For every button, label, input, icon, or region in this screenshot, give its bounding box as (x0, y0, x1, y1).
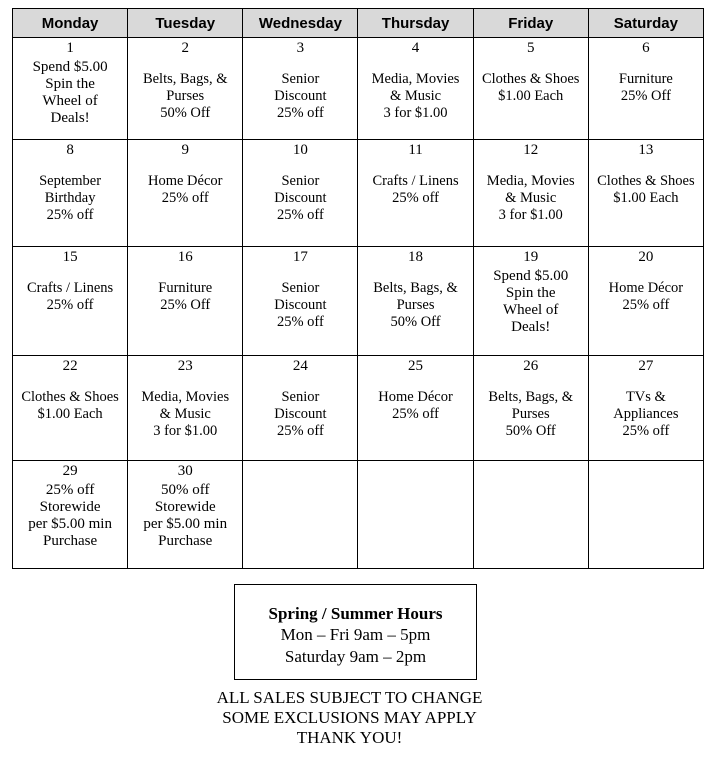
calendar-day-cell (358, 247, 473, 356)
day-number: 4 (411, 40, 420, 56)
day-sale-text: Belts, Bags, & Purses 50% Off (373, 280, 458, 330)
calendar-day-cell (473, 356, 588, 461)
day-sale-text: Furniture 25% Off (618, 71, 673, 104)
calendar-week-row (13, 38, 704, 140)
day-number: 11 (408, 142, 423, 158)
day-number: 26 (523, 358, 539, 374)
day-number (358, 461, 472, 463)
day-number: 30 (177, 463, 193, 479)
hours-title: Spring / Summer Hours (268, 604, 443, 623)
calendar-day-cell (128, 247, 243, 356)
day-number: 3 (296, 40, 305, 56)
day-sale-text: Home Décor 25% off (378, 389, 453, 422)
day-number (474, 461, 588, 463)
day-sale-text: Spend $5.00 Spin the Wheel of Deals! (493, 268, 569, 335)
header-saturday: Saturday (588, 9, 703, 38)
day-sale-text: Furniture 25% Off (158, 280, 213, 313)
day-number: 5 (526, 40, 535, 56)
calendar-day-cell (588, 140, 703, 247)
calendar-day-cell (13, 247, 128, 356)
day-sale-text: Home Décor 25% off (147, 173, 223, 206)
day-number: 16 (177, 249, 193, 265)
calendar-day-cell (473, 247, 588, 356)
calendar-day-cell (13, 140, 128, 247)
day-sale-text: Media, Movies & Music 3 for $1.00 (371, 71, 460, 121)
day-sale-text: Spend $5.00 Spin the Wheel of Deals! (32, 59, 108, 126)
calendar-week-row (13, 461, 704, 569)
day-number: 27 (638, 358, 654, 374)
day-number: 18 (408, 249, 424, 265)
calendar-day-cell (13, 356, 128, 461)
calendar-day-cell (128, 38, 243, 140)
day-sale-text: Senior Discount 25% off (274, 280, 327, 330)
day-sale-text: Belts, Bags, & Purses 50% Off (488, 389, 573, 439)
day-number: 15 (62, 249, 78, 265)
calendar-day-cell (128, 461, 243, 569)
calendar-header-row (13, 9, 704, 38)
day-sale-text: Senior Discount 25% off (274, 173, 327, 223)
day-sale-text: Senior Discount 25% off (274, 389, 327, 439)
day-sale-text: 25% off Storewide per $5.00 min Purchase (28, 482, 112, 549)
calendar-day-cell (358, 356, 473, 461)
calendar-day-cell (13, 461, 128, 569)
calendar-day-cell (588, 356, 703, 461)
day-sale-text: Belts, Bags, & Purses 50% Off (142, 71, 228, 121)
calendar-day-cell (243, 356, 358, 461)
calendar-week-row (13, 356, 704, 461)
day-sale-text: Crafts / Linens 25% off (26, 280, 114, 313)
calendar-day-cell (13, 38, 128, 140)
day-number: 25 (408, 358, 424, 374)
day-number: 6 (642, 40, 650, 56)
sales-calendar (12, 8, 704, 569)
day-sale-text: Clothes & Shoes $1.00 Each (21, 389, 119, 422)
calendar-day-cell (588, 461, 703, 569)
day-sale-text: Home Décor 25% off (608, 280, 684, 313)
day-number: 8 (66, 142, 74, 158)
calendar-day-cell (358, 140, 473, 247)
day-number: 1 (66, 40, 74, 56)
footer-notes (0, 688, 699, 748)
day-sale-text: 50% off Storewide per $5.00 min Purchase (143, 482, 228, 549)
day-number: 20 (638, 249, 654, 265)
header-monday: Monday (13, 9, 128, 38)
calendar-day-cell (358, 461, 473, 569)
calendar-week-row (13, 140, 704, 247)
day-number: 12 (523, 142, 539, 158)
day-sale-text: September Birthday 25% off (39, 173, 102, 223)
calendar-day-cell (128, 356, 243, 461)
calendar-day-cell (128, 140, 243, 247)
day-number: 13 (638, 142, 654, 158)
header-friday: Friday (473, 9, 588, 38)
store-hours-box (234, 584, 477, 680)
day-sale-text: Media, Movies & Music 3 for $1.00 (141, 389, 230, 439)
note-sales-change: ALL SALES SUBJECT TO CHANGE (216, 688, 483, 707)
day-number: 2 (181, 40, 189, 56)
calendar-day-cell (243, 38, 358, 140)
day-sale-text: Clothes & Shoes $1.00 Each (481, 71, 580, 104)
calendar-day-cell (243, 140, 358, 247)
calendar-day-cell (243, 461, 358, 569)
day-number: 23 (177, 358, 193, 374)
day-sale-text: Clothes & Shoes $1.00 Each (597, 173, 695, 206)
day-sale-text: Crafts / Linens 25% off (372, 173, 459, 206)
calendar-week-row (13, 247, 704, 356)
calendar-day-cell (473, 140, 588, 247)
header-thursday: Thursday (358, 9, 473, 38)
calendar-day-cell (473, 461, 588, 569)
day-number: 9 (181, 142, 189, 158)
hours-saturday: Saturday 9am – 2pm (284, 647, 427, 666)
day-number: 24 (292, 358, 308, 374)
day-number: 29 (62, 463, 78, 479)
day-number (589, 461, 703, 463)
header-wednesday: Wednesday (243, 9, 358, 38)
day-number: 22 (62, 358, 78, 374)
calendar-day-cell (358, 38, 473, 140)
calendar-day-cell (588, 38, 703, 140)
day-sale-text: Media, Movies & Music 3 for $1.00 (486, 173, 575, 223)
note-thank-you: THANK YOU! (296, 728, 403, 747)
day-number: 10 (292, 142, 308, 158)
day-number (243, 461, 357, 463)
hours-weekday: Mon – Fri 9am – 5pm (280, 625, 431, 644)
calendar-day-cell (588, 247, 703, 356)
calendar-day-cell (473, 38, 588, 140)
note-exclusions: SOME EXCLUSIONS MAY APPLY (222, 708, 477, 727)
day-sale-text: Senior Discount 25% off (274, 71, 327, 121)
day-sale-text: TVs & Appliances 25% off (613, 389, 679, 439)
day-number: 19 (523, 249, 539, 265)
header-tuesday: Tuesday (128, 9, 243, 38)
day-number: 17 (292, 249, 308, 265)
calendar-day-cell (243, 247, 358, 356)
